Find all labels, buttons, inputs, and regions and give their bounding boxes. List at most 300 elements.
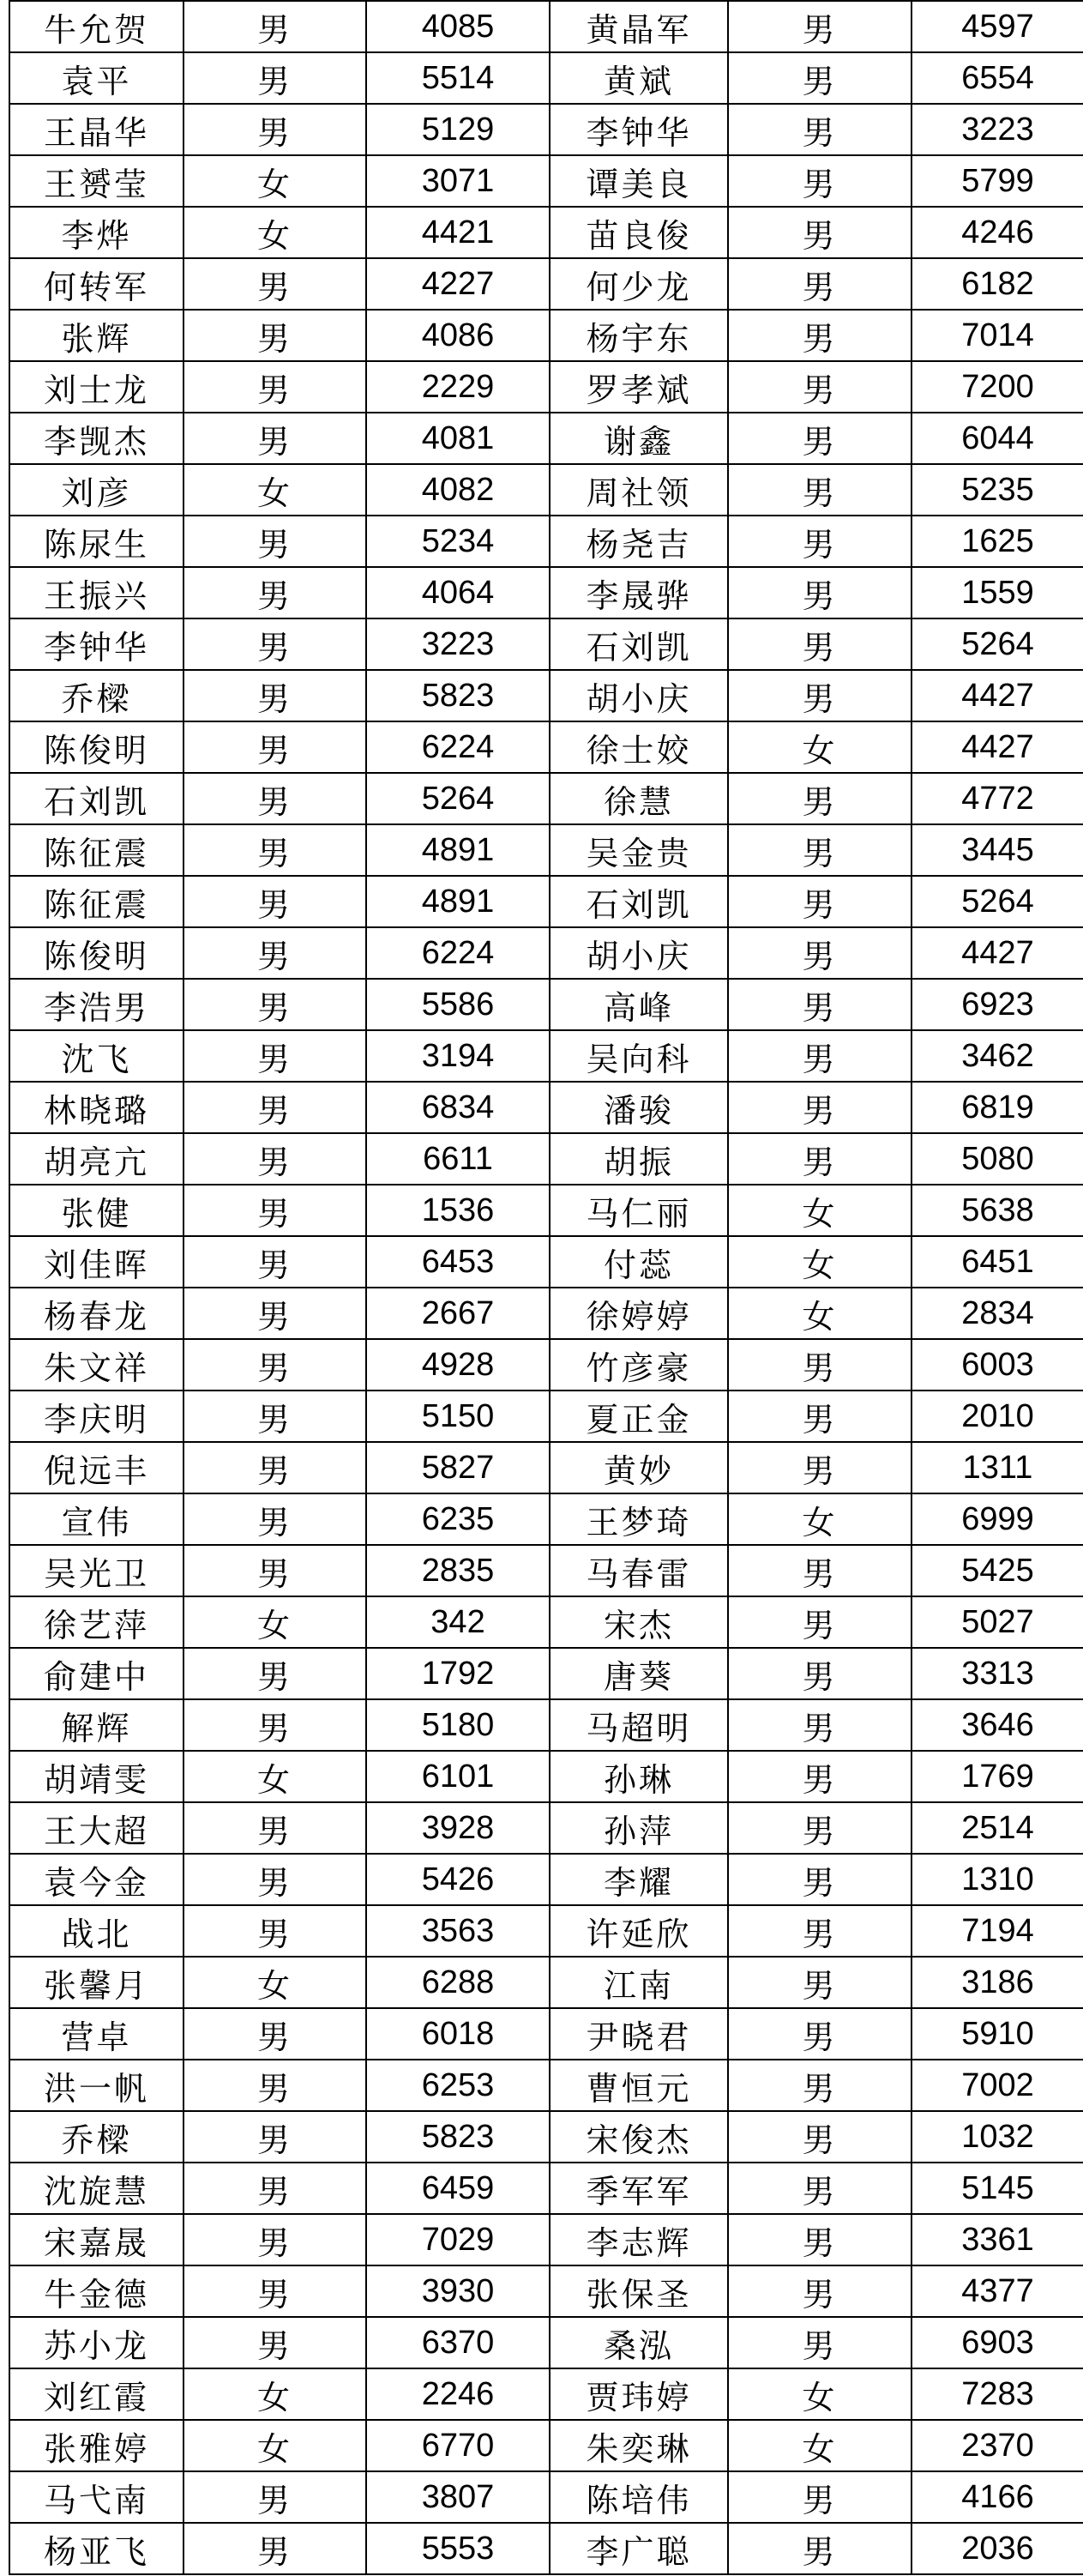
gender-cell: 男 <box>728 413 912 464</box>
name-cell: 陈俊明 <box>9 721 184 773</box>
number-cell: 2229 <box>366 361 550 413</box>
gender-cell: 男 <box>728 1596 912 1648</box>
table-row <box>9 2265 1083 2317</box>
name-cell: 江南 <box>550 1957 728 2008</box>
gender-cell: 男 <box>728 2317 912 2368</box>
number-cell: 5145 <box>912 2163 1083 2214</box>
name-cell: 王晶华 <box>9 104 184 155</box>
name-cell: 许延欣 <box>550 1905 728 1957</box>
number-cell: 6834 <box>366 1082 550 1133</box>
number-cell: 1310 <box>912 1854 1083 1905</box>
name-cell: 王梦琦 <box>550 1493 728 1545</box>
table-row <box>9 2163 1083 2214</box>
number-cell: 4421 <box>366 207 550 258</box>
name-cell: 徐慧 <box>550 773 728 824</box>
gender-cell: 女 <box>184 464 366 516</box>
gender-cell: 男 <box>184 2471 366 2523</box>
gender-cell: 男 <box>184 258 366 310</box>
name-cell: 杨亚飞 <box>9 2523 184 2574</box>
gender-cell: 男 <box>184 721 366 773</box>
number-cell: 7029 <box>366 2214 550 2265</box>
name-cell: 杨宇东 <box>550 310 728 361</box>
table-row <box>9 258 1083 310</box>
gender-cell: 男 <box>184 1493 366 1545</box>
gender-cell: 男 <box>728 464 912 516</box>
table-row <box>9 2111 1083 2163</box>
number-cell: 1536 <box>366 1185 550 1236</box>
table-row <box>9 2523 1083 2574</box>
table-row <box>9 1236 1083 1288</box>
name-cell: 胡振 <box>550 1133 728 1185</box>
number-cell: 1559 <box>912 567 1083 618</box>
gender-cell: 女 <box>728 2368 912 2420</box>
gender-cell: 男 <box>184 824 366 876</box>
table-row <box>9 52 1083 104</box>
gender-cell: 男 <box>728 1751 912 1802</box>
name-cell: 周社领 <box>550 464 728 516</box>
gender-cell: 男 <box>728 1545 912 1596</box>
gender-cell: 女 <box>728 721 912 773</box>
name-cell: 林晓璐 <box>9 1082 184 1133</box>
gender-cell: 男 <box>728 1082 912 1133</box>
name-cell: 李志辉 <box>550 2214 728 2265</box>
name-cell: 苏小龙 <box>9 2317 184 2368</box>
number-cell: 5910 <box>912 2008 1083 2060</box>
name-cell: 徐艺萍 <box>9 1596 184 1648</box>
gender-cell: 男 <box>184 516 366 567</box>
name-cell: 石刘凯 <box>550 618 728 670</box>
number-cell: 1625 <box>912 516 1083 567</box>
name-cell: 洪一帆 <box>9 2060 184 2111</box>
number-cell: 2667 <box>366 1288 550 1339</box>
name-cell: 袁今金 <box>9 1854 184 1905</box>
gender-cell: 男 <box>184 2214 366 2265</box>
name-cell: 牛允贺 <box>9 1 184 52</box>
name-cell: 倪远丰 <box>9 1442 184 1493</box>
number-cell: 1769 <box>912 1751 1083 1802</box>
gender-cell: 女 <box>184 2368 366 2420</box>
number-cell: 2834 <box>912 1288 1083 1339</box>
name-cell: 陈俊明 <box>9 927 184 979</box>
name-cell: 孙琳 <box>550 1751 728 1802</box>
gender-cell: 男 <box>728 1030 912 1082</box>
gender-cell: 男 <box>184 1905 366 1957</box>
name-cell: 刘佳晖 <box>9 1236 184 1288</box>
roster-sheet <box>9 0 1083 2575</box>
number-cell: 6235 <box>366 1493 550 1545</box>
number-cell: 3445 <box>912 824 1083 876</box>
name-cell: 唐葵 <box>550 1648 728 1699</box>
number-cell: 4064 <box>366 567 550 618</box>
number-cell: 5553 <box>366 2523 550 2574</box>
name-cell: 李广聪 <box>550 2523 728 2574</box>
gender-cell: 男 <box>728 618 912 670</box>
name-cell: 李钟华 <box>550 104 728 155</box>
table-row <box>9 618 1083 670</box>
name-cell: 张健 <box>9 1185 184 1236</box>
table-row <box>9 1442 1083 1493</box>
number-cell: 6288 <box>366 1957 550 2008</box>
name-cell: 杨尧吉 <box>550 516 728 567</box>
gender-cell: 男 <box>728 1699 912 1751</box>
gender-cell: 男 <box>184 1236 366 1288</box>
gender-cell: 男 <box>728 1905 912 1957</box>
name-cell: 夏正金 <box>550 1391 728 1442</box>
gender-cell: 男 <box>184 104 366 155</box>
number-cell: 6018 <box>366 2008 550 2060</box>
name-cell: 曹恒元 <box>550 2060 728 2111</box>
name-cell: 张保圣 <box>550 2265 728 2317</box>
gender-cell: 男 <box>184 670 366 721</box>
gender-cell: 男 <box>184 1 366 52</box>
number-cell: 3646 <box>912 1699 1083 1751</box>
number-cell: 5799 <box>912 155 1083 207</box>
number-cell: 1032 <box>912 2111 1083 2163</box>
table-row <box>9 979 1083 1030</box>
name-cell: 胡小庆 <box>550 670 728 721</box>
gender-cell: 男 <box>728 2471 912 2523</box>
name-cell: 李晟骅 <box>550 567 728 618</box>
table-row <box>9 1339 1083 1391</box>
gender-cell: 男 <box>184 1699 366 1751</box>
gender-cell: 男 <box>184 1133 366 1185</box>
table-row <box>9 1957 1083 2008</box>
name-cell: 解辉 <box>9 1699 184 1751</box>
name-cell: 谢鑫 <box>550 413 728 464</box>
gender-cell: 男 <box>184 1854 366 1905</box>
number-cell: 6459 <box>366 2163 550 2214</box>
gender-cell: 男 <box>184 1802 366 1854</box>
table-row <box>9 1699 1083 1751</box>
number-cell: 6999 <box>912 1493 1083 1545</box>
gender-cell: 女 <box>184 1957 366 2008</box>
table-row <box>9 1905 1083 1957</box>
number-cell: 4166 <box>912 2471 1083 2523</box>
gender-cell: 男 <box>728 876 912 927</box>
name-cell: 吴光卫 <box>9 1545 184 1596</box>
name-cell: 贾玮婷 <box>550 2368 728 2420</box>
table-row <box>9 876 1083 927</box>
name-cell: 胡亮亢 <box>9 1133 184 1185</box>
gender-cell: 男 <box>184 1442 366 1493</box>
name-cell: 沈飞 <box>9 1030 184 1082</box>
name-cell: 袁平 <box>9 52 184 104</box>
gender-cell: 男 <box>184 2523 366 2574</box>
name-cell: 宋嘉晟 <box>9 2214 184 2265</box>
table-row <box>9 207 1083 258</box>
number-cell: 6044 <box>912 413 1083 464</box>
name-cell: 胡小庆 <box>550 927 728 979</box>
table-row <box>9 361 1083 413</box>
number-cell: 4891 <box>366 824 550 876</box>
number-cell: 5823 <box>366 670 550 721</box>
number-cell: 6770 <box>366 2420 550 2471</box>
gender-cell: 男 <box>184 1339 366 1391</box>
name-cell: 孙萍 <box>550 1802 728 1854</box>
number-cell: 7002 <box>912 2060 1083 2111</box>
number-cell: 6101 <box>366 1751 550 1802</box>
gender-cell: 男 <box>184 2317 366 2368</box>
name-cell: 付蕊 <box>550 1236 728 1288</box>
number-cell: 5234 <box>366 516 550 567</box>
name-cell: 马超明 <box>550 1699 728 1751</box>
number-cell: 1792 <box>366 1648 550 1699</box>
number-cell: 5027 <box>912 1596 1083 1648</box>
roster-table-body <box>9 1 1083 2574</box>
table-row <box>9 567 1083 618</box>
number-cell: 4427 <box>912 721 1083 773</box>
name-cell: 王大超 <box>9 1802 184 1854</box>
name-cell: 马春雷 <box>550 1545 728 1596</box>
number-cell: 6224 <box>366 927 550 979</box>
gender-cell: 男 <box>728 258 912 310</box>
name-cell: 罗孝斌 <box>550 361 728 413</box>
name-cell: 牛金德 <box>9 2265 184 2317</box>
gender-cell: 男 <box>184 876 366 927</box>
number-cell: 3807 <box>366 2471 550 2523</box>
number-cell: 5827 <box>366 1442 550 1493</box>
name-cell: 杨春龙 <box>9 1288 184 1339</box>
number-cell: 5425 <box>912 1545 1083 1596</box>
number-cell: 5129 <box>366 104 550 155</box>
name-cell: 营卓 <box>9 2008 184 2060</box>
table-row <box>9 2420 1083 2471</box>
gender-cell: 男 <box>184 1185 366 1236</box>
gender-cell: 女 <box>184 1596 366 1648</box>
number-cell: 5180 <box>366 1699 550 1751</box>
gender-cell: 男 <box>184 361 366 413</box>
name-cell: 朱奕琳 <box>550 2420 728 2471</box>
number-cell: 6253 <box>366 2060 550 2111</box>
number-cell: 2835 <box>366 1545 550 1596</box>
number-cell: 6370 <box>366 2317 550 2368</box>
number-cell: 3071 <box>366 155 550 207</box>
number-cell: 6003 <box>912 1339 1083 1391</box>
table-row <box>9 824 1083 876</box>
table-row <box>9 104 1083 155</box>
number-cell: 4597 <box>912 1 1083 52</box>
number-cell: 7200 <box>912 361 1083 413</box>
gender-cell: 男 <box>184 310 366 361</box>
table-row <box>9 1288 1083 1339</box>
number-cell: 5514 <box>366 52 550 104</box>
number-cell: 5426 <box>366 1854 550 1905</box>
number-cell: 3194 <box>366 1030 550 1082</box>
name-cell: 陈培伟 <box>550 2471 728 2523</box>
number-cell: 5264 <box>366 773 550 824</box>
gender-cell: 男 <box>728 1648 912 1699</box>
name-cell: 马仁丽 <box>550 1185 728 1236</box>
name-cell: 桑泓 <box>550 2317 728 2368</box>
table-row <box>9 1596 1083 1648</box>
number-cell: 3223 <box>366 618 550 670</box>
name-cell: 石刘凯 <box>550 876 728 927</box>
number-cell: 5823 <box>366 2111 550 2163</box>
number-cell: 4928 <box>366 1339 550 1391</box>
gender-cell: 男 <box>728 2163 912 2214</box>
number-cell: 4085 <box>366 1 550 52</box>
name-cell: 朱文祥 <box>9 1339 184 1391</box>
number-cell: 5235 <box>912 464 1083 516</box>
table-row <box>9 1030 1083 1082</box>
table-row <box>9 1545 1083 1596</box>
number-cell: 2370 <box>912 2420 1083 2471</box>
table-row <box>9 1751 1083 1802</box>
number-cell: 6554 <box>912 52 1083 104</box>
gender-cell: 女 <box>728 1493 912 1545</box>
number-cell: 6611 <box>366 1133 550 1185</box>
gender-cell: 女 <box>184 207 366 258</box>
gender-cell: 男 <box>728 1 912 52</box>
table-row <box>9 1133 1083 1185</box>
name-cell: 徐婷婷 <box>550 1288 728 1339</box>
number-cell: 4086 <box>366 310 550 361</box>
number-cell: 4246 <box>912 207 1083 258</box>
gender-cell: 男 <box>728 773 912 824</box>
name-cell: 陈征震 <box>9 824 184 876</box>
table-row <box>9 721 1083 773</box>
name-cell: 陈征震 <box>9 876 184 927</box>
gender-cell: 男 <box>184 1391 366 1442</box>
table-row <box>9 2471 1083 2523</box>
table-row <box>9 2317 1083 2368</box>
name-cell: 徐士姣 <box>550 721 728 773</box>
gender-cell: 男 <box>728 516 912 567</box>
number-cell: 4227 <box>366 258 550 310</box>
name-cell: 胡靖雯 <box>9 1751 184 1802</box>
gender-cell: 女 <box>728 1185 912 1236</box>
number-cell: 4891 <box>366 876 550 927</box>
gender-cell: 男 <box>728 2111 912 2163</box>
name-cell: 李耀 <box>550 1854 728 1905</box>
number-cell: 3313 <box>912 1648 1083 1699</box>
table-row <box>9 310 1083 361</box>
gender-cell: 男 <box>728 52 912 104</box>
number-cell: 1311 <box>912 1442 1083 1493</box>
name-cell: 苗良俊 <box>550 207 728 258</box>
gender-cell: 男 <box>184 927 366 979</box>
name-cell: 宋杰 <box>550 1596 728 1648</box>
roster-table <box>9 0 1083 2575</box>
name-cell: 石刘凯 <box>9 773 184 824</box>
gender-cell: 男 <box>728 2060 912 2111</box>
number-cell: 2514 <box>912 1802 1083 1854</box>
number-cell: 2010 <box>912 1391 1083 1442</box>
table-row <box>9 155 1083 207</box>
number-cell: 5150 <box>366 1391 550 1442</box>
name-cell: 竹彦豪 <box>550 1339 728 1391</box>
number-cell: 6451 <box>912 1236 1083 1288</box>
gender-cell: 男 <box>728 310 912 361</box>
number-cell: 4427 <box>912 927 1083 979</box>
number-cell: 3361 <box>912 2214 1083 2265</box>
name-cell: 刘士龙 <box>9 361 184 413</box>
name-cell: 谭美良 <box>550 155 728 207</box>
name-cell: 宋俊杰 <box>550 2111 728 2163</box>
name-cell: 战北 <box>9 1905 184 1957</box>
gender-cell: 男 <box>184 1082 366 1133</box>
name-cell: 陈尿生 <box>9 516 184 567</box>
name-cell: 宣伟 <box>9 1493 184 1545</box>
number-cell: 3928 <box>366 1802 550 1854</box>
table-row <box>9 1648 1083 1699</box>
name-cell: 刘红霞 <box>9 2368 184 2420</box>
name-cell: 黄妙 <box>550 1442 728 1493</box>
table-row <box>9 1 1083 52</box>
gender-cell: 男 <box>728 1854 912 1905</box>
gender-cell: 男 <box>728 1391 912 1442</box>
number-cell: 6819 <box>912 1082 1083 1133</box>
number-cell: 4082 <box>366 464 550 516</box>
name-cell: 沈旋慧 <box>9 2163 184 2214</box>
gender-cell: 男 <box>184 2163 366 2214</box>
name-cell: 潘骏 <box>550 1082 728 1133</box>
number-cell: 3223 <box>912 104 1083 155</box>
name-cell: 张雅婷 <box>9 2420 184 2471</box>
table-row <box>9 2008 1083 2060</box>
gender-cell: 女 <box>728 2420 912 2471</box>
gender-cell: 男 <box>184 2111 366 2163</box>
number-cell: 5264 <box>912 876 1083 927</box>
name-cell: 李浩男 <box>9 979 184 1030</box>
gender-cell: 男 <box>728 1339 912 1391</box>
name-cell: 刘彦 <box>9 464 184 516</box>
gender-cell: 男 <box>728 2523 912 2574</box>
table-row <box>9 2214 1083 2265</box>
table-row <box>9 1082 1083 1133</box>
gender-cell: 女 <box>728 1288 912 1339</box>
gender-cell: 女 <box>184 2420 366 2471</box>
name-cell: 黄斌 <box>550 52 728 104</box>
table-row <box>9 1391 1083 1442</box>
table-row <box>9 2060 1083 2111</box>
name-cell: 何少龙 <box>550 258 728 310</box>
number-cell: 4081 <box>366 413 550 464</box>
gender-cell: 男 <box>728 361 912 413</box>
number-cell: 7283 <box>912 2368 1083 2420</box>
gender-cell: 男 <box>184 1545 366 1596</box>
gender-cell: 男 <box>728 1957 912 2008</box>
gender-cell: 男 <box>184 1030 366 1082</box>
name-cell: 李烨 <box>9 207 184 258</box>
number-cell: 4427 <box>912 670 1083 721</box>
table-row <box>9 516 1083 567</box>
number-cell: 4772 <box>912 773 1083 824</box>
table-row <box>9 773 1083 824</box>
gender-cell: 女 <box>728 1236 912 1288</box>
number-cell: 5638 <box>912 1185 1083 1236</box>
gender-cell: 男 <box>184 52 366 104</box>
gender-cell: 男 <box>728 1802 912 1854</box>
number-cell: 6453 <box>366 1236 550 1288</box>
gender-cell: 男 <box>728 2214 912 2265</box>
number-cell: 3462 <box>912 1030 1083 1082</box>
table-row <box>9 670 1083 721</box>
number-cell: 6182 <box>912 258 1083 310</box>
gender-cell: 男 <box>184 2060 366 2111</box>
number-cell: 6224 <box>366 721 550 773</box>
name-cell: 乔樑 <box>9 670 184 721</box>
gender-cell: 男 <box>728 104 912 155</box>
name-cell: 张馨月 <box>9 1957 184 2008</box>
number-cell: 7014 <box>912 310 1083 361</box>
name-cell: 李钟华 <box>9 618 184 670</box>
name-cell: 季军军 <box>550 2163 728 2214</box>
name-cell: 吴向科 <box>550 1030 728 1082</box>
name-cell: 吴金贵 <box>550 824 728 876</box>
name-cell: 乔樑 <box>9 2111 184 2163</box>
number-cell: 3186 <box>912 1957 1083 2008</box>
